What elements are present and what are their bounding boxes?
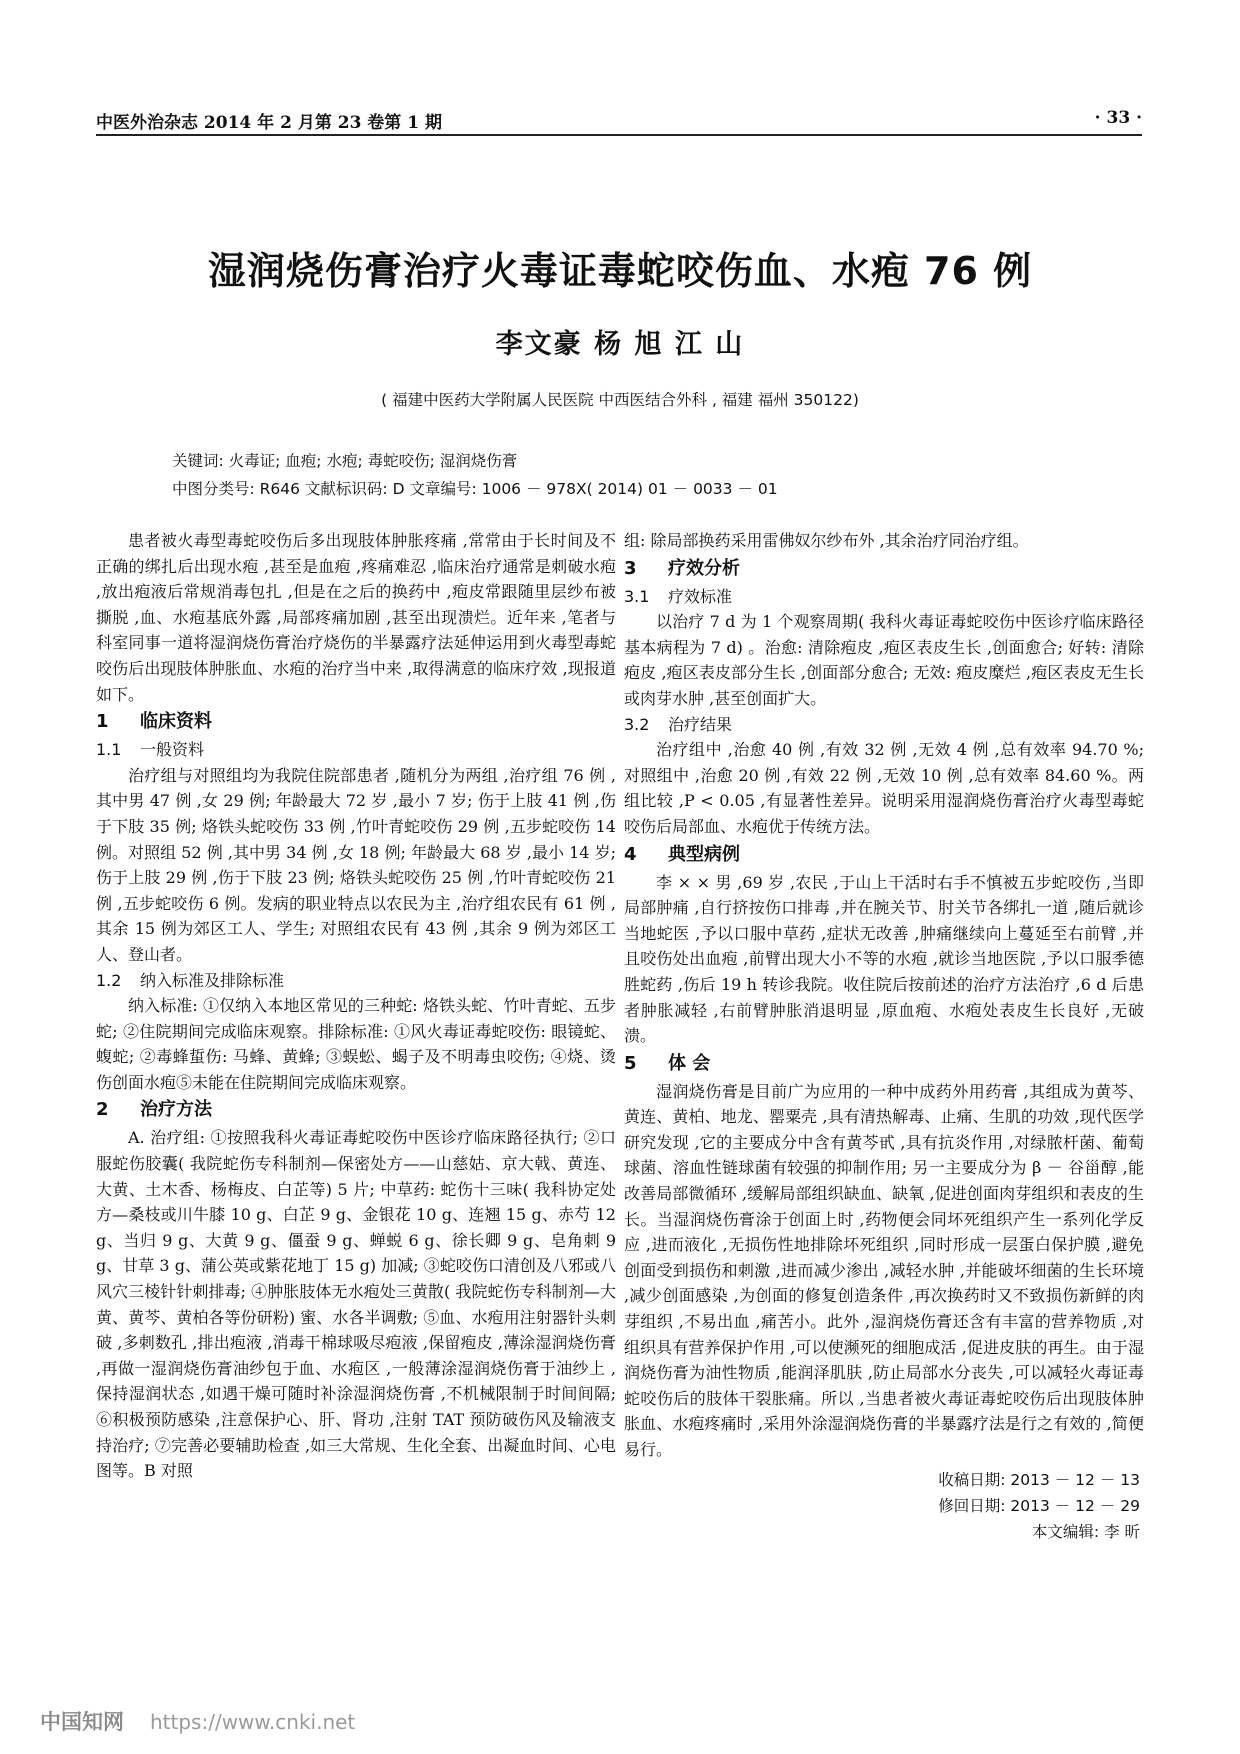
section-1-1-paragraph: 治疗组与对照组均为我院住院部患者 ,随机分为两组 ,治疗组 76 例 ,其中男 47 例 ,女 29 例; 年龄最大 72 岁 ,最小 7 岁; 伤于上肢 41 例 ,伤于下肢 35 例; 烙铁头蛇咬伤 33 例 ,竹叶青蛇咬伤 29 例 ,五步蛇咬伤 14 例。对照组 52 例 ,其中男 34 例 ,女 18 例; 年龄最大 68 岁 ,最小 14 岁; 伤于上肢 29 例 ,伤于下肢 23 例; 烙铁头蛇咬伤 25 例 ,竹叶青蛇咬伤 21 例 ,五步蛇咬伤 6 例。发病的职业特点以农民为主 ,治疗组农民有 61 例 ,其余 15 例为郊区工人、学生; 对照组农民有 43 例 ,其余 9 例为郊区工人、登山者。 — [96, 765, 616, 964]
section-number: 1 — [96, 711, 109, 733]
continuation-paragraph: 组: 除局部换药采用雷佛奴尔纱布外 ,其余治疗同治疗组。 — [624, 531, 1029, 550]
section-4-heading — [624, 842, 1144, 868]
section-title: 纳入标准及排除标准 — [140, 970, 285, 990]
intro-paragraph: 患者被火毒型毒蛇咬伤后多出现肢体肿胀疼痛 ,常常由于长时间及不正确的绑扎后出现水疱 ,甚至是血疱 ,疼痛难忍 ,临床治疗通常是刺破水疱 ,放出疱液后常规消毒包扎 ,但是在之后的换药中 ,疱皮常跟随里层纱布被撕脱 ,血、水疱基底外露 ,局部疼痛加剧 ,甚至出现溃烂。近年来 ,笔者与科室同事一道将湿润烧伤膏治疗烧伤的半暴露疗法延伸运用到火毒型毒蛇咬伤后出现肢体肿胀血、水疱的治疗当中来 ,取得满意的临床疗效 ,现报道如下。 — [96, 531, 616, 704]
section-number: 2 — [96, 1099, 109, 1121]
section-2-heading — [96, 1097, 616, 1123]
cnki-url: https://www.cnki.net — [150, 1710, 356, 1734]
section-1-2-paragraph: 纳入标准: ①仅纳入本地区常见的三种蛇: 烙铁头蛇、竹叶青蛇、五步蛇; ②住院期间完成临床观察。排除标准: ①风火毒证毒蛇咬伤: 眼镜蛇、蝮蛇; ②毒蜂蜇伤: 马蜂、黄蜂; ③蜈蚣、蝎子及不明毒虫咬伤; ④烧、烫伤创面水疱⑤未能在住院期间完成临床观察。 — [96, 996, 616, 1092]
section-title: 疗效标准 — [668, 586, 733, 606]
section-3-heading — [624, 556, 1144, 582]
section-number: 3.2 — [624, 714, 650, 734]
revised-date: 修回日期: 2013 － 12 － 29 — [938, 1496, 1140, 1515]
right-column — [624, 528, 1144, 1545]
section-number: 4 — [624, 843, 637, 865]
section-title: 一般资料 — [140, 740, 205, 760]
section-title: 典型病例 — [668, 843, 740, 865]
article-dates — [624, 1467, 1144, 1545]
section-5-paragraph: 湿润烧伤膏是目前广为应用的一种中成药外用药膏 ,其组成为黄芩、黄连、黄柏、地龙、罂粟壳 ,具有清热解毒、止痛、生肌的功效 ,现代医学研究发现 ,它的主要成分中含有黄芩甙 ,具有抗炎作用 ,对绿脓杆菌、葡萄球菌、溶血性链球菌有较强的抑制作用; 另一主要成分为 β － 谷甾醇 ,能改善局部微循环 ,缓解局部组织缺血、缺氧 ,促进创面肉芽组织和表皮的生长。当湿润烧伤膏涂于创面上时 ,药物便会同坏死组织产生一系列化学反应 ,进而液化 ,无损伤性地排除坏死组织 ,同时形成一层蛋白保护膜 ,避免创面受到损伤和刺激 ,进而减少渗出 ,减轻水肿 ,并能破坏细菌的生长环境 ,减少创面感染 ,为创面的修复创造条件 ,再次换药时又不致损伤新鲜的肉芽组织 ,不易出血 ,痛苦小。此外 ,湿润烧伤膏还含有丰富的营养物质 ,对组织具有营养保护作用 ,可以使濒死的细胞成活 ,促进皮肤的再生。由于湿润烧伤膏为油性物质 ,能润泽肌肤 ,防止局部水分丧失 ,可以减轻火毒证毒蛇咬伤后的肢体干裂胀痛。所以 ,当患者被火毒证毒蛇咬伤后出现肢体肿胀血、水疱疼痛时 ,采用外涂湿润烧伤膏的半暴露疗法是行之有效的 ,简便易行。 — [624, 1081, 1144, 1459]
classification-codes: 中图分类号: R646 文献标识码: D 文章编号: 1006 － 978X( 2014) 01 － 0033 － 01 — [172, 480, 778, 498]
section-3-2-heading — [624, 712, 1144, 738]
section-title: 治疗结果 — [668, 714, 733, 734]
section-3-1-heading — [624, 584, 1144, 610]
editor-credit: 本文编辑: 李 昕 — [1031, 1522, 1140, 1541]
section-title: 体 会 — [668, 1052, 711, 1074]
left-column — [96, 528, 616, 1484]
section-number: 1.2 — [96, 970, 122, 990]
section-3-1-paragraph: 以治疗 7 d 为 1 个观察周期( 我科火毒证毒蛇咬伤中医诊疗临床路径基本病程为 7 d) 。治愈: 清除疱皮 ,疱区表皮生长 ,创面愈合; 好转: 清除疱皮 ,疱区表皮部分生长 ,创面部分愈合; 无效: 疱皮糜烂 ,疱区表皮无生长或肉芽水肿 ,甚至创面扩大。 — [624, 612, 1144, 708]
section-4-paragraph: 李 × × 男 ,69 岁 ,农民 ,于山上干活时右手不慎被五步蛇咬伤 ,当即局部肿痛 ,自行挤按伤口排毒 ,并在腕关节、肘关节各绑扎一道 ,随后就诊当地蛇医 ,予以口服中草药 ,症状无改善 ,肿痛继续向上蔓延至右前臂 ,并且咬伤处出血疱 ,前臂出现大小不等的水疱 ,就诊当地医院 ,予以口服季德胜蛇药 ,伤后 19 h 转诊我院。收住院后按前述的治疗方法治疗 ,6 d 后患者肿胀减轻 ,右前臂肿胀消退明显 ,原血疱、水疱处表皮生长良好 ,无破溃。 — [624, 872, 1144, 1046]
article-authors: 李文豪 杨 旭 江 山 — [495, 329, 745, 360]
section-1-heading — [96, 709, 616, 735]
section-number: 3 — [624, 557, 637, 579]
journal-header: 中医外治杂志 2014 年 2 月第 23 卷第 1 期 — [96, 113, 442, 133]
section-title: 临床资料 — [140, 711, 212, 733]
cnki-watermark — [40, 1706, 355, 1736]
header-rule — [96, 134, 1142, 136]
section-number: 1.1 — [96, 740, 122, 760]
section-1-2-heading — [96, 968, 616, 994]
keywords: 关键词: 火毒证; 血疱; 水疱; 毒蛇咬伤; 湿润烧伤膏 — [172, 452, 518, 470]
section-2-paragraph: A. 治疗组: ①按照我科火毒证毒蛇咬伤中医诊疗临床路径执行; ②口服蛇伤胶囊( 我院蛇伤专科制剂—保密处方——山慈姑、京大戟、黄连、大黄、土木香、杨梅皮、白芷等) 5 片; 中草药: 蛇伤十三味( 我科协定处方—桑枝或川牛膝 10 g、白芷 9 g、金银花 10 g、连翘 15 g、赤芍 12 g、当归 9 g、大黄 9 g、僵蚕 9 g、蝉蜕 6 g、徐长卿 9 g、皂角刺 9 g、甘草 3 g、蒲公英或紫花地丁 15 g) 加减; ③蛇咬伤口清创及八邪或八风穴三棱针针刺排毒; ④肿胀肢体无水疱处三黄散( 我院蛇伤专科制剂—大黄、黄芩、黄柏各等份研粉) 蜜、水各半调敷; ⑤血、水疱用注射器针头刺破 ,多刺数孔 ,排出疱液 ,消毒干棉球吸尽疱液 ,保留疱皮 ,薄涂湿润烧伤膏 ,再做一湿润烧伤膏油纱包于血、水疱区 ,一般薄涂湿润烧伤膏于油纱上 ,保持湿润状态 ,如遇干燥可随时补涂湿润烧伤膏 ,不机械限制于时间间隔; ⑥积极预防感染 ,注意保护心、肝、肾功 ,注射 TAT 预防破伤风及输液支持治疗; ⑦完善必要辅助检查 ,如三大常规、生化全套、出凝血时间、心电图等。B 对照 — [96, 1128, 616, 1481]
received-date: 收稿日期: 2013 － 12 － 13 — [938, 1470, 1140, 1489]
section-number: 3.1 — [624, 586, 650, 606]
article-affiliation: ( 福建中医药大学附属人民医院 中西医结合外科 , 福建 福州 350122) — [381, 391, 859, 409]
section-number: 5 — [624, 1052, 637, 1074]
section-title: 治疗方法 — [140, 1099, 212, 1121]
page-number: · 33 · — [1094, 108, 1142, 128]
section-3-2-paragraph: 治疗组中 ,治愈 40 例 ,有效 32 例 ,无效 4 例 ,总有效率 94.70 %; 对照组中 ,治愈 20 例 ,有效 22 例 ,无效 10 例 ,总有效率 84.60 %。两组比较 ,P < 0.05 ,有显著性差异。说明采用湿润烧伤膏治疗火毒型毒蛇咬伤后局部血、水疱优于传统方法。 — [624, 740, 1144, 836]
cnki-logo-text: 中国知网 — [40, 1710, 124, 1734]
section-1-1-heading — [96, 737, 616, 763]
section-title: 疗效分析 — [668, 557, 740, 579]
section-5-heading — [624, 1051, 1144, 1077]
article-title: 湿润烧伤膏治疗火毒证毒蛇咬伤血、水疱 76 例 — [207, 249, 1033, 293]
